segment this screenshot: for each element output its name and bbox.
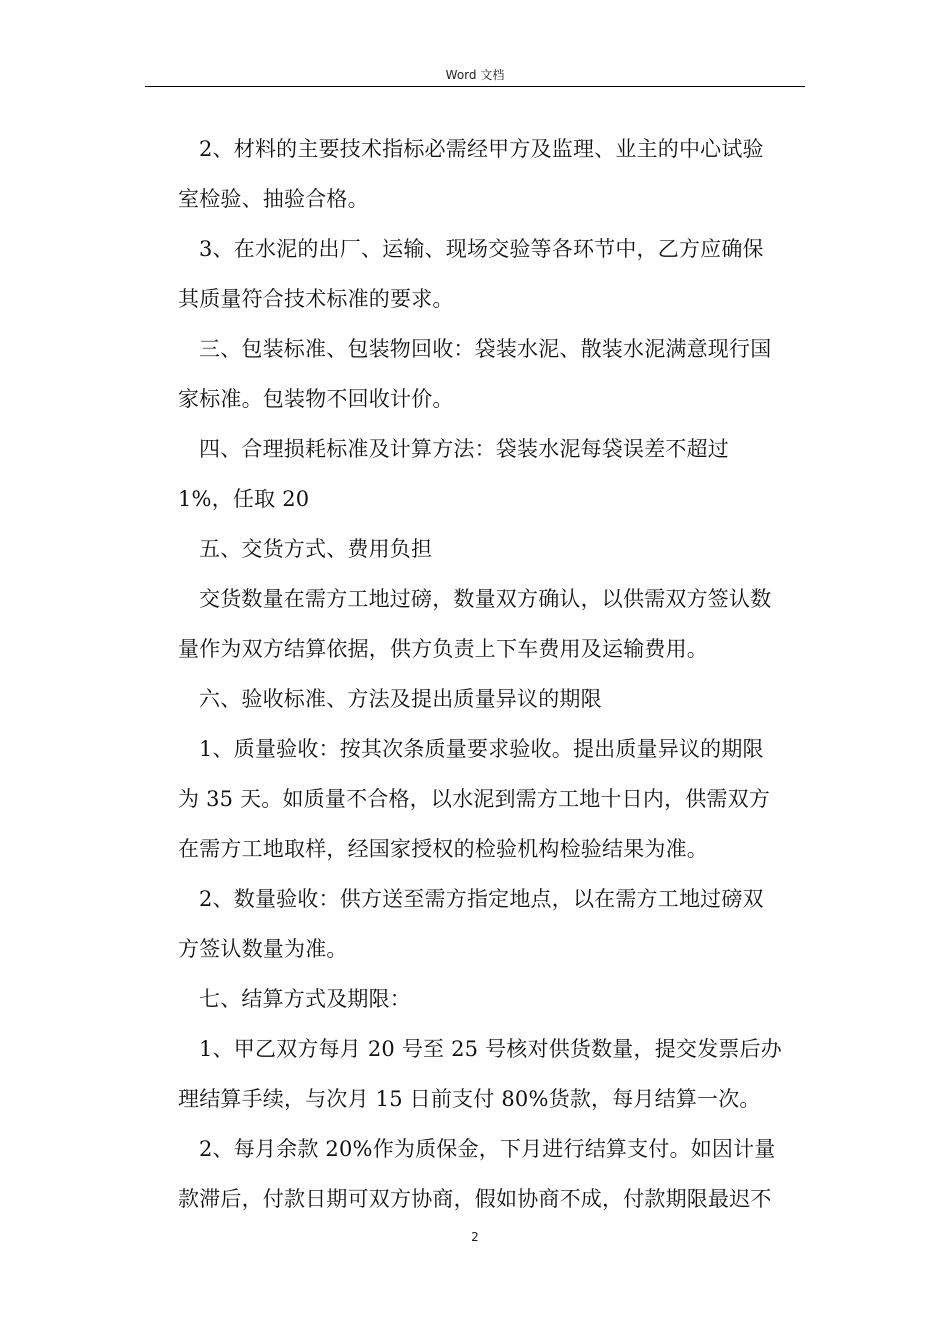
body-line: 理结算手续，与次月 15 日前支付 80%货款，每月结算一次。 (178, 1087, 761, 1111)
page-number: 2 (471, 1230, 479, 1244)
header-rule (145, 86, 805, 87)
body-line: 2、数量验收：供方送至需方指定地点，以在需方工地过磅双 (199, 887, 764, 911)
document-body (178, 130, 808, 1230)
body-line: 方签认数量为准。 (178, 937, 348, 961)
body-line: 六、验收标准、方法及提出质量异议的期限 (199, 687, 602, 711)
body-line: 四、合理损耗标准及计算方法：袋装水泥每袋误差不超过 (199, 437, 729, 461)
body-line: 为 35 天。如质量不合格，以水泥到需方工地十日内，供需双方 (178, 787, 771, 811)
body-line: 1%，任取 20 (178, 487, 310, 511)
body-line: 1、质量验收：按其次条质量要求验收。提出质量异议的期限 (199, 737, 764, 761)
body-line: 2、每月余款 20%作为质保金，下月进行结算支付。如因计量 (199, 1137, 776, 1161)
body-line: 家标准。包装物不回收计价。 (178, 387, 454, 411)
body-line: 量作为双方结算依据，供方负责上下车费用及运输费用。 (178, 637, 708, 661)
body-line: 1、甲乙双方每月 20 号至 25 号核对供货数量，提交发票后办 (199, 1037, 782, 1061)
body-line: 五、交货方式、费用负担 (199, 537, 433, 561)
body-line: 在需方工地取样，经国家授权的检验机构检验结果为准。 (178, 837, 708, 861)
body-line: 2、材料的主要技术指标必需经甲方及监理、业主的中心试验 (199, 137, 764, 161)
body-line: 三、包装标准、包装物回收：袋装水泥、散装水泥满意现行国 (199, 337, 772, 361)
body-line: 3、在水泥的出厂、运输、现场交验等各环节中，乙方应确保 (199, 237, 764, 261)
body-line: 室检验、抽验合格。 (178, 187, 369, 211)
body-line: 款滞后，付款日期可双方协商，假如协商不成，付款期限最迟不 (178, 1187, 772, 1211)
body-line: 七、结算方式及期限： (199, 987, 411, 1011)
body-line: 交货数量在需方工地过磅，数量双方确认，以供需双方签认数 (199, 587, 772, 611)
body-line: 其质量符合技术标准的要求。 (178, 287, 454, 311)
page-header: Word 文档 (445, 68, 505, 82)
